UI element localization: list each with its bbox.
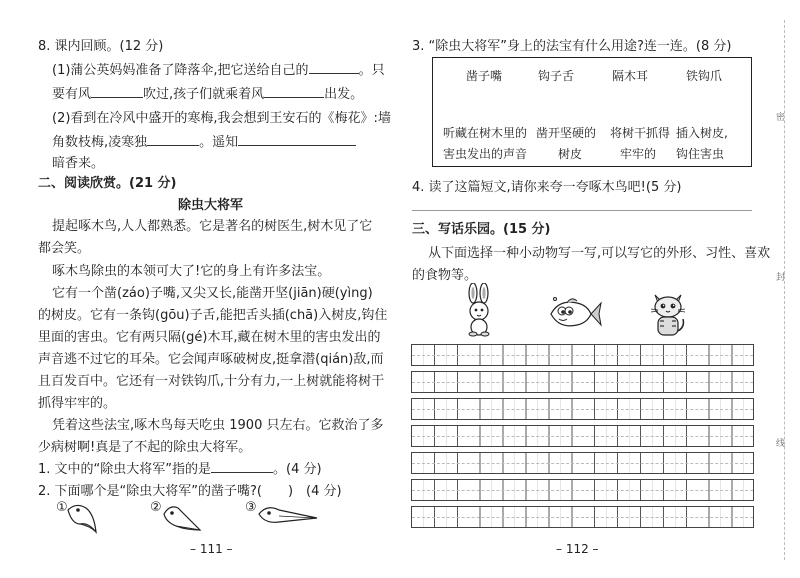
use-1-line1[interactable]: 听藏在树木里的	[443, 126, 528, 140]
q8-1-blank-3[interactable]	[264, 85, 324, 98]
q1-text-a: 1. 文中的“除虫大将军”指的是	[38, 462, 212, 477]
story-title: 除虫大将军	[178, 198, 244, 213]
beak-option-3-icon[interactable]	[255, 500, 319, 536]
page-number-right: – 112 –	[556, 542, 599, 556]
story-p3-a: 它有一个凿(záo)子嘴,又尖又长,能凿开坚(jiān)硬(yìng)	[52, 286, 373, 301]
q2-line: 2. 下面哪个是“除虫大将军”的凿子嘴?( ) (4 分)	[38, 484, 342, 499]
q8-1-text-d: 吹过,孩子们就乘着风	[143, 87, 265, 102]
page-number-left: – 111 –	[190, 542, 233, 556]
story-p1-b: 都会笑。	[38, 241, 91, 256]
use-2-line2: 树皮	[558, 147, 583, 161]
seal-mark-3: 线	[776, 439, 786, 449]
tool-tiegouzhua[interactable]: 铁钩爪	[686, 69, 723, 83]
q3-title: 3. “除虫大将军”身上的法宝有什么用途?连一连。(8 分)	[412, 39, 732, 54]
q8-1-blank-2[interactable]	[91, 85, 143, 98]
seal-mark-1: 密	[776, 113, 786, 123]
story-p2: 啄木鸟除虫的本领可大了!它的身上有许多法宝。	[52, 264, 331, 279]
seal-mark-2: 封	[776, 273, 786, 283]
story-p3-d: 声音逃不过它的耳朵。它会闻声啄破树皮,挺拿潜(qián)敌,而	[38, 352, 384, 367]
story-p3-b: 的树皮。它有一条钩(gōu)子舌,能把舌头插(chā)入树皮,钩住	[38, 308, 388, 323]
story-p3-f: 抓得牢牢的。	[38, 396, 117, 411]
option-2-label: ②	[150, 500, 162, 515]
section-2-title: 二、阅读欣赏。(21 分)	[38, 176, 177, 191]
story-p3-c: 里面的害虫。它有两只隔(gé)木耳,藏在树木里的害虫发出的	[38, 330, 381, 345]
story-p4-a: 凭着这些法宝,啄木鸟每天吃虫 1900 只左右。它救治了多	[52, 418, 384, 433]
q8-1-line1	[52, 59, 385, 78]
writing-grid-row-5[interactable]	[411, 452, 754, 474]
story-p1-a: 提起啄木鸟,人人都熟悉。它是著名的树医生,树木见了它	[52, 219, 373, 234]
rabbit-icon[interactable]	[462, 283, 496, 337]
q8-1-text-e: 出发。	[324, 87, 364, 102]
use-4-line2: 钩住害虫	[676, 147, 725, 161]
section-3-title: 三、写话乐园。(15 分)	[412, 222, 551, 237]
q8-2-blank-2[interactable]	[238, 133, 356, 146]
story-p4-b: 少病树啊!真是了不起的除虫大将军。	[38, 440, 252, 455]
tool-gouzishe[interactable]: 钩子舌	[538, 69, 575, 83]
q8-2-blank-1[interactable]	[147, 133, 199, 146]
tool-gemuer[interactable]: 隔木耳	[612, 69, 649, 83]
option-1-label: ①	[56, 500, 68, 515]
writing-grid-row-2[interactable]	[411, 371, 754, 393]
writing-grid-row-7[interactable]	[411, 506, 754, 528]
writing-grid-row-4[interactable]	[411, 425, 754, 447]
q8-2-text-b: 角数枝梅,凌寒独	[52, 135, 148, 150]
use-1-line2: 害虫发出的声音	[443, 147, 528, 161]
seal-line	[784, 20, 785, 560]
q8-title: 8. 课内回顾。(12 分)	[38, 39, 164, 54]
q8-2-text-c: 。遥知	[199, 135, 239, 150]
q8-2-line2	[52, 131, 356, 150]
cat-icon[interactable]	[649, 287, 687, 337]
q8-1-line2	[52, 83, 363, 102]
q8-1-text-a: (1)蒲公英妈妈准备了降落伞,把它送给自己的	[52, 63, 309, 78]
fish-icon[interactable]	[547, 295, 603, 333]
q1-blank[interactable]	[211, 460, 273, 473]
q8-2-line1: (2)看到在冷风中盛开的寒梅,我会想到王安石的《梅花》:墙	[52, 111, 391, 126]
writing-grid-row-6[interactable]	[411, 479, 754, 501]
writing-grid-row-3[interactable]	[411, 398, 754, 420]
section-3-instruction-a: 从下面选择一种小动物写一写,可以写它的外形、习性、喜欢	[428, 246, 771, 261]
story-p3-e: 且百发百中。它还有一对铁钩爪,十分有力,一上树就能将树干	[38, 374, 385, 389]
q4-answer-line[interactable]	[412, 210, 752, 211]
q8-1-blank-1[interactable]	[309, 61, 359, 74]
beak-option-2-icon[interactable]	[160, 500, 204, 540]
q8-1-text-b: 。只	[358, 63, 385, 78]
section-3-instruction-b: 的食物等。	[412, 268, 478, 283]
writing-grid-row-1[interactable]	[411, 344, 754, 366]
tool-zaozizui[interactable]: 凿子嘴	[466, 69, 503, 83]
use-3-line2: 牢牢的	[620, 147, 657, 161]
option-3-label: ③	[245, 500, 257, 515]
q1-line	[38, 458, 322, 477]
use-2-line1[interactable]: 凿开坚硬的	[536, 126, 597, 140]
use-3-line1[interactable]: 将树干抓得	[610, 126, 671, 140]
q8-2-line3: 暗香来。	[52, 156, 105, 171]
q1-text-b: 。(4 分)	[273, 462, 322, 477]
use-4-line1[interactable]: 插入树皮,	[676, 126, 728, 140]
q8-1-text-c: 要有风	[52, 87, 92, 102]
q4-title: 4. 读了这篇短文,请你来夸一夸啄木鸟吧!(5 分)	[412, 180, 682, 195]
beak-option-1-icon[interactable]	[66, 500, 114, 540]
